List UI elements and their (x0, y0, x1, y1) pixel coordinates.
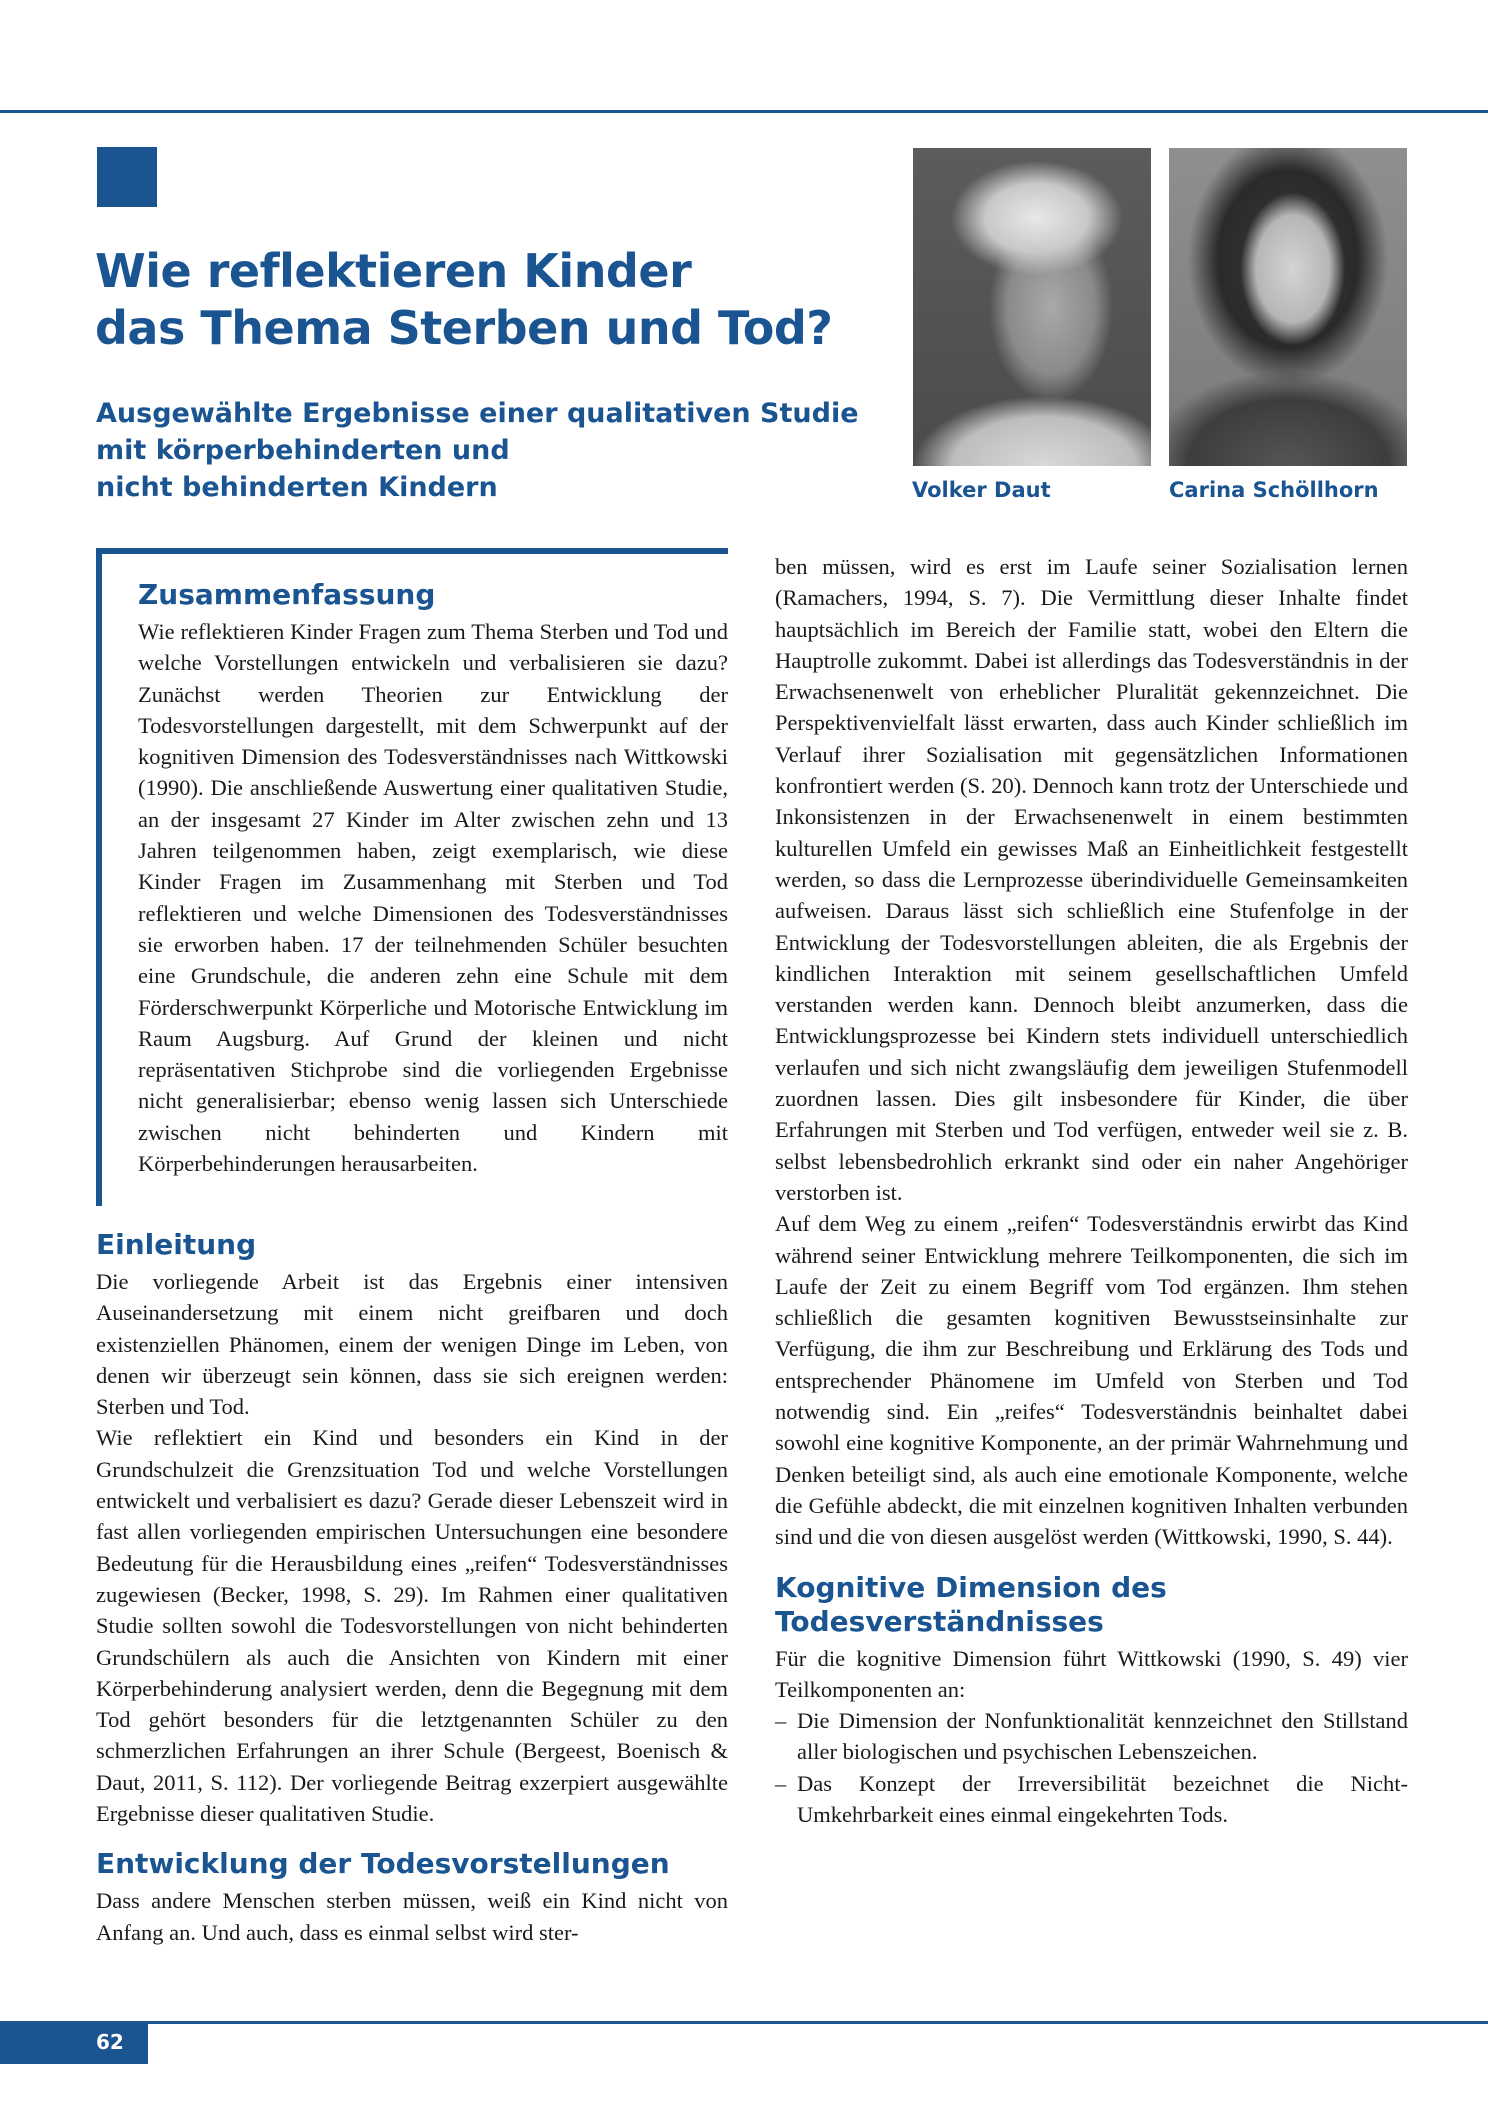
title-line-1: Wie reflektieren Kinder (95, 244, 692, 298)
introduction-paragraph-1: Die vorliegende Arbeit ist das Ergebnis einer intensiven Auseinandersetzung mit einem nicht greifbaren und doch existenziellen Phänomen, einem der wenigen Dinge im Leben, von denen wir überzeugt sein können, dass sie sich ereignen werden: Sterben und Tod. (96, 1269, 728, 1420)
top-rule (0, 110, 1488, 113)
cognitive-heading-line-1: Kognitive Dimension des (775, 1570, 1167, 1604)
summary-content (138, 578, 728, 1179)
cognitive-heading (775, 1571, 1408, 1639)
left-column (96, 1228, 728, 1948)
cognitive-heading-line-2: Todesverständnisses (775, 1604, 1104, 1638)
summary-box (96, 548, 728, 1206)
summary-heading: Zusammenfassung (138, 578, 436, 611)
development-paragraph-2: Auf dem Weg zu einem „reifen“ Todesverständnis erwirbt das Kind während seiner Entwicklung mehrere Teilkomponenten, die sich im Laufe der Zeit zu einem Begriff vom Tod ergänzen. Ihm stehen schließlich die gesamten kognitiven Bewusstseinsinhalte zur Verfügung, die ihm zur Beschreibung und Erklärung des Tods und entsprechender Phänomene im Umfeld von Sterben und Tod notwendig sind. Ein „reifes“ Todesverständnis beinhaltet dabei sowohl eine kognitive Komponente, an der primär Wahrnehmung und Denken beteiligt sind, als auch eine emotionale Komponente, welche die Gefühle abdeckt, die mit einzelnen kognitiven Inhalten verbunden sind und die von diesen ausgelöst werden (Wittkowski, 1990, S. 44). (775, 1211, 1408, 1550)
article-title (95, 243, 915, 357)
list-item: – Das Konzept der Irreversibilität bezeichnet die Nicht-Umkehrbarkeit eines einmal eingekehrten Tods. (775, 1768, 1408, 1831)
list-item: – Die Dimension der Nonfunktionalität kennzeichnet den Stillstand aller biologischen und psychischen Lebenszeichen. (775, 1705, 1408, 1768)
article-subtitle (96, 395, 876, 506)
subtitle-line-3: nicht behinderten Kindern (96, 472, 498, 503)
author-photo-carina-schoellhorn (1169, 148, 1407, 466)
introduction-heading: Einleitung (96, 1228, 257, 1261)
subtitle-line-1: Ausgewählte Ergebnisse einer qualitativen Studie (96, 398, 859, 429)
author-caption-1: Volker Daut (912, 478, 1051, 502)
cognitive-list (775, 1705, 1408, 1830)
development-paragraph-continued: ben müssen, wird es erst im Laufe seiner Sozialisation lernen (Ramachers, 1994, S. 7). Die Vermittlung dieser Inhalte findet hauptsächlich im Bereich der Familie statt, wobei den Eltern die Hauptrolle zukommt. Dabei ist allerdings das Todesverständnis in der Erwachsenenwelt von erheblicher Pluralität gekennzeichnet. Die Perspektivenvielfalt lässt erwarten, dass auch Kinder schließlich im Verlauf ihrer Sozialisation mit gegensätzlichen Informationen konfrontiert werden (S. 20). Dennoch kann trotz der Unterschiede und Inkonsistenzen in der Erwachsenenwelt in einem bestimmten kulturellen Umfeld ein gewisses Maß an Einheitlichkeit festgestellt werden, so dass die Lernprozesse überindividuelle Gemeinsamkeiten aufweisen. Daraus lässt sich schließlich eine Stufenfolge in der Entwicklung der Todesvorstellungen ableiten, die als Ergebnis der kindlichen Interaktion mit seinem gesellschaftlichen Umfeld verstanden werden kann. Dennoch bleibt anzumerken, dass die Entwicklungsprozesse bei Kindern stets individuell unterschiedlich verlaufen und sich nicht zwangsläufig dem jeweiligen Stufenmodell zuordnen lassen. Dies gilt insbesondere für Kinder, die über Erfahrungen mit Sterben und Tod verfügen, entweder weil sie z. B. selbst lebensbedrohlich erkrankt sind oder ein naher Angehöriger verstorben ist. (775, 554, 1408, 1205)
development-heading: Entwicklung der Todesvorstellungen (96, 1847, 670, 1881)
author-caption-2: Carina Schöllhorn (1169, 478, 1379, 502)
right-column (775, 551, 1408, 1830)
cognitive-intro: Für die kognitive Dimension führt Wittkowski (1990, S. 49) vier Teilkomponenten an: (775, 1645, 1408, 1702)
bottom-rule (0, 2021, 1488, 2024)
author-photo-volker-daut (913, 148, 1151, 466)
subtitle-line-2: mit körperbehinderten und (96, 435, 510, 466)
title-line-2: das Thema Sterben und Tod? (95, 301, 833, 355)
summary-text: Wie reflektieren Kinder Fragen zum Thema Sterben und Tod und welche Vorstellungen entwickeln und verbalisieren sie dazu? Zunächst werden Theorien zur Entwicklung der Todesvorstellungen dargestellt, mit dem Schwerpunkt auf der kognitiven Dimension des Todesverständnisses nach Wittkowski (1990). Die anschließende Auswertung einer qualitativen Studie, an der insgesamt 27 Kinder im Alter zwischen zehn und 13 Jahren teilgenommen haben, zeigt exemplarisch, wie diese Kinder Fragen im Zusammenhang mit Sterben und Tod reflektieren und welche Dimensionen des Todesverständnisses sie erworben haben. 17 der teilnehmenden Schüler besuchten eine Grundschule, die anderen zehn eine Schule mit dem Förderschwerpunkt Körperliche und Motorische Entwicklung im Raum Augsburg. Auf Grund der kleinen und nicht repräsentativen Stichprobe sind die vorliegenden Ergebnisse nicht generalisierbar; ebenso wenig lassen sich Unterschiede zwischen nicht behinderten und Kindern mit Körperbehinderungen herausarbeiten. (138, 619, 728, 1177)
page-number: 62 (0, 2021, 148, 2064)
development-paragraph-start: Dass andere Menschen sterben müssen, weiß ein Kind nicht von Anfang an. Und auch, dass es einmal selbst wird ster- (96, 1888, 728, 1945)
accent-square (97, 147, 157, 207)
introduction-paragraph-2: Wie reflektiert ein Kind und besonders ein Kind in der Grundschulzeit die Grenzsituation Tod und welche Vorstellungen entwickelt und verbalisiert es dazu? Gerade dieser Lebenszeit wird in fast allen vorliegenden empirischen Untersuchungen eine besondere Bedeutung für die Herausbildung eines „reifen“ Todesverständnisses zugewiesen (Becker, 1998, S. 29). Im Rahmen einer qualitativen Studie sollten sowohl die Todesvorstellungen von nicht behinderten Grundschülern als auch die Ansichten von Kindern mit einer Körperbehinderung analysiert werden, denn die Begegnung mit dem Tod gehört besonders für die letztgenannten Schüler zu den schmerzlichen Erfahrungen an ihrer Schule (Bergeest, Boenisch & Daut, 2011, S. 112). Der vorliegende Beitrag exzerpiert ausgewählte Ergebnisse dieser qualitativen Studie. (96, 1425, 728, 1827)
